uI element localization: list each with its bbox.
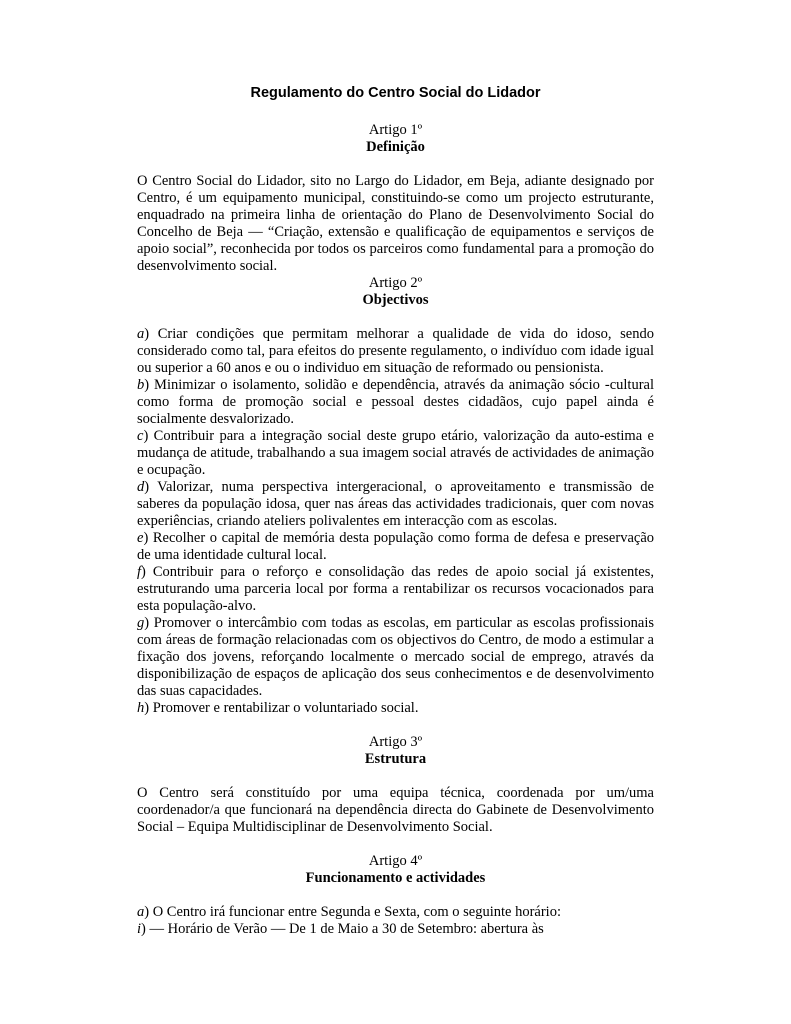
article-2 [137,275,654,717]
objective-text: ) Contribuir para a integração social deste grupo etário, valorização da auto-estima e mudança de atitude, trabalhando a sua imagem social através de actividades de animação e ocupação. [137,428,654,478]
article-1-heading: Definição [366,139,425,155]
article-1 [137,122,654,275]
article-3 [137,734,654,836]
article-3-number: Artigo 3º [368,734,423,750]
objective-letter: b [137,377,145,393]
objective-text: ) Contribuir para o reforço e consolidação das redes de apoio social já existentes, estruturando uma parceria local por forma a rentabilizar os recursos vocacionados para esta população-alvo. [137,564,654,614]
objective-a [137,326,654,377]
objective-text: ) Promover o intercâmbio com todas as escolas, em particular as escolas profissionais com áreas de formação relacionadas com os objectivos do Centro, de modo a estimular a fixação dos jovens, reforçando localmente o mercado social de emprego, através da disponibilização de espaços de aplicação dos seus conhecimentos e de desenvolvimento das suas capacidades. [137,615,654,699]
objective-letter: h [137,700,145,716]
objective-h [137,700,654,717]
item-text: ) O Centro irá funcionar entre Segunda e Sexta, com o seguinte horário: [144,904,561,920]
objective-text: ) Promover e rentabilizar o voluntariado social. [144,700,419,716]
schedule-item-a [137,904,654,921]
item-text: ) — Horário de Verão — De 1 de Maio a 30 de Setembro: abertura às [141,921,544,937]
document-title: Regulamento do Centro Social do Lidador [250,85,541,101]
article-2-heading: Objectivos [362,292,429,308]
objective-letter: e [137,530,144,546]
article-4-heading: Funcionamento e actividades [305,870,486,886]
objective-letter: f [137,564,142,580]
article-4 [137,853,654,938]
objective-text: ) Recolher o capital de memória desta população como forma de defesa e preservação de uma identidade cultural local. [137,530,654,563]
objective-text: ) Minimizar o isolamento, solidão e dependência, através da animação sócio -cultural como forma de promoção social e pessoal destes cidadãos, cujo papel ainda é socialmente desvalorizado. [137,377,654,427]
objective-g [137,615,654,700]
objective-b [137,377,654,428]
article-3-heading: Estrutura [364,751,427,767]
objective-f [137,564,654,615]
objective-text: ) Valorizar, numa perspectiva intergeracional, o aproveitamento e transmissão de saberes da população idosa, quer nas áreas das actividades tradicionais, quer com novas experiências, criando ateliers polivalentes em interacção com as escolas. [137,479,654,529]
item-letter: a [137,904,145,920]
objective-letter: d [137,479,145,495]
objective-letter: a [137,326,145,342]
objective-e [137,530,654,564]
item-letter: i [137,921,142,937]
document-body [137,84,654,938]
objective-text: ) Criar condições que permitam melhorar a qualidade de vida do idoso, sendo considerado como tal, para efeitos do presente regulamento, o indivíduo com idade igual ou superior a 60 anos e ou o individuo em situação de reformado ou pensionista. [137,326,654,376]
article-2-number: Artigo 2º [368,275,423,291]
schedule-item-i [137,921,654,938]
objective-d [137,479,654,530]
article-3-paragraph: O Centro será constituído por uma equipa técnica, coordenada por um/uma coordenador/a que funcionará na dependência directa do Gabinete de Desenvolvimento Social – Equipa Multidisciplinar de Desenvolvimento Social. [137,785,654,835]
objective-letter: c [137,428,144,444]
article-1-number: Artigo 1º [368,122,423,138]
article-1-paragraph: O Centro Social do Lidador, sito no Largo do Lidador, em Beja, adiante designado por Centro, é um equipamento municipal, constituindo-se como um projecto estruturante, enquadrado na primeira linha de orientação do Plano de Desenvolvimento Social do Concelho de Beja — “Criação, extensão e qualificação de equipamentos e serviços de apoio social”, reconhecida por todos os parceiros como fundamental para a promoção do desenvolvimento social. [137,173,654,274]
objective-c [137,428,654,479]
objective-letter: g [137,615,145,631]
article-4-number: Artigo 4º [368,853,423,869]
